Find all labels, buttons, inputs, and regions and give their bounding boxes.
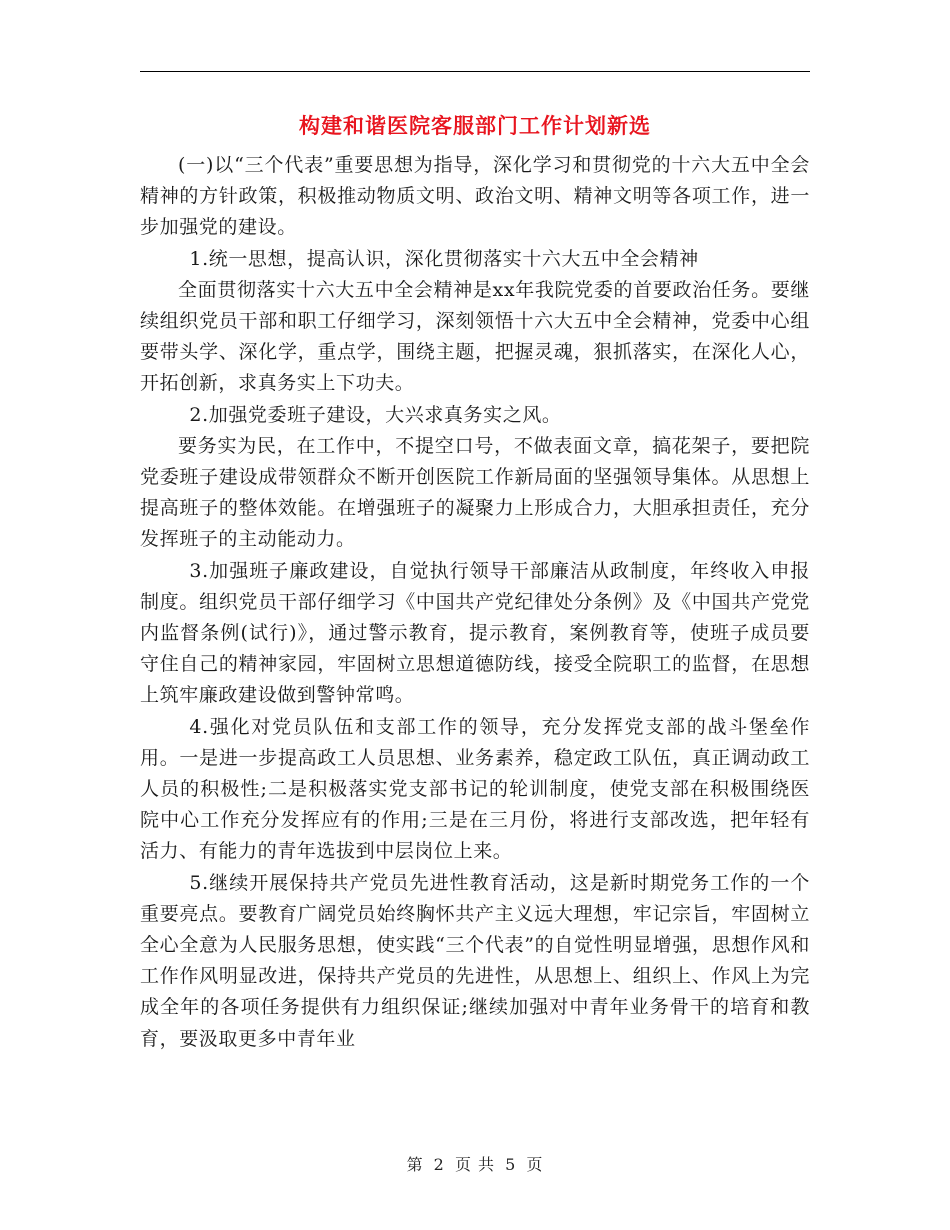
document-title: 构建和谐医院客服部门工作计划新选 <box>299 113 651 138</box>
paragraph-intro: (一)以“三个代表”重要思想为指导，深化学习和贯彻党的十六大五中全会精神的方针政策，积极推动物质文明、政治文明、精神文明等各项工作，进一步加强党的建设。 <box>140 154 810 239</box>
paragraph-heading-1: 1.统一思想，提高认识，深化贯彻落实十六大五中全会精神 <box>189 247 699 270</box>
footer-prefix: 第 <box>406 1155 424 1174</box>
document-body <box>140 150 810 1055</box>
footer-mid: 页 共 <box>454 1155 496 1174</box>
page-footer <box>0 1152 950 1175</box>
footer-page-number: 2 <box>433 1155 445 1174</box>
paragraph-body-1: 全面贯彻落实十六大五中全会精神是xx年我院党委的首要政治任务。要继续组织党员干部和职工仔细学习，深刻领悟十六大五中全会精神，党委中心组要带头学、深化学，重点学，围绕主题，把握灵魂，狠抓落实，在深化人心，开拓创新，求真务实上下功夫。 <box>140 278 810 395</box>
header-rule <box>140 71 810 72</box>
paragraph-item-3: 3.加强班子廉政建设，自觉执行领导干部廉洁从政制度，年终收入申报制度。组织党员干部仔细学习《中国共产党纪律处分条例》及《中国共产党党内监督条例(试行)》，通过警示教育，提示教育，案例教育等，使班子成员要守住自己的精神家园，牢固树立思想道德防线，接受全院职工的监督，在思想上筑牢廉政建设做到警钟常鸣。 <box>140 559 810 707</box>
paragraph-body-2: 要务实为民，在工作中，不提空口号，不做表面文章，搞花架子，要把院党委班子建设成带领群众不断开创医院工作新局面的坚强领导集体。从思想上提高班子的整体效能。在增强班子的凝聚力上形成合力，大胆承担责任，充分发挥班子的主动能动力。 <box>140 434 810 551</box>
paragraph-item-5: 5.继续开展保持共产党员先进性教育活动，这是新时期党务工作的一个重要亮点。要教育广阔党员始终胸怀共产主义远大理想，牢记宗旨，牢固树立全心全意为人民服务思想，使实践“三个代表”的自觉性明显增强，思想作风和工作作风明显改进，保持共产党员的先进性，从思想上、组织上、作风上为完成全年的各项任务提供有力组织保证;继续加强对中青年业务骨干的培育和教育，要汲取更多中青年业 <box>140 871 810 1050</box>
paragraph-heading-2: 2.加强党委班子建设，大兴求真务实之风。 <box>189 403 562 426</box>
paragraph-item-4: 4.强化对党员队伍和支部工作的领导，充分发挥党支部的战斗堡垒作用。一是进一步提高政工人员思想、业务素养，稳定政工队伍，真正调动政工人员的积极性;二是积极落实党支部书记的轮训制度，使党支部在积极围绕医院中心工作充分发挥应有的作用;三是在三月份，将进行支部改选，把年轻有活力、有能力的青年选拔到中层岗位上来。 <box>140 715 810 863</box>
footer-page-total: 5 <box>505 1155 517 1174</box>
footer-suffix: 页 <box>526 1155 544 1174</box>
